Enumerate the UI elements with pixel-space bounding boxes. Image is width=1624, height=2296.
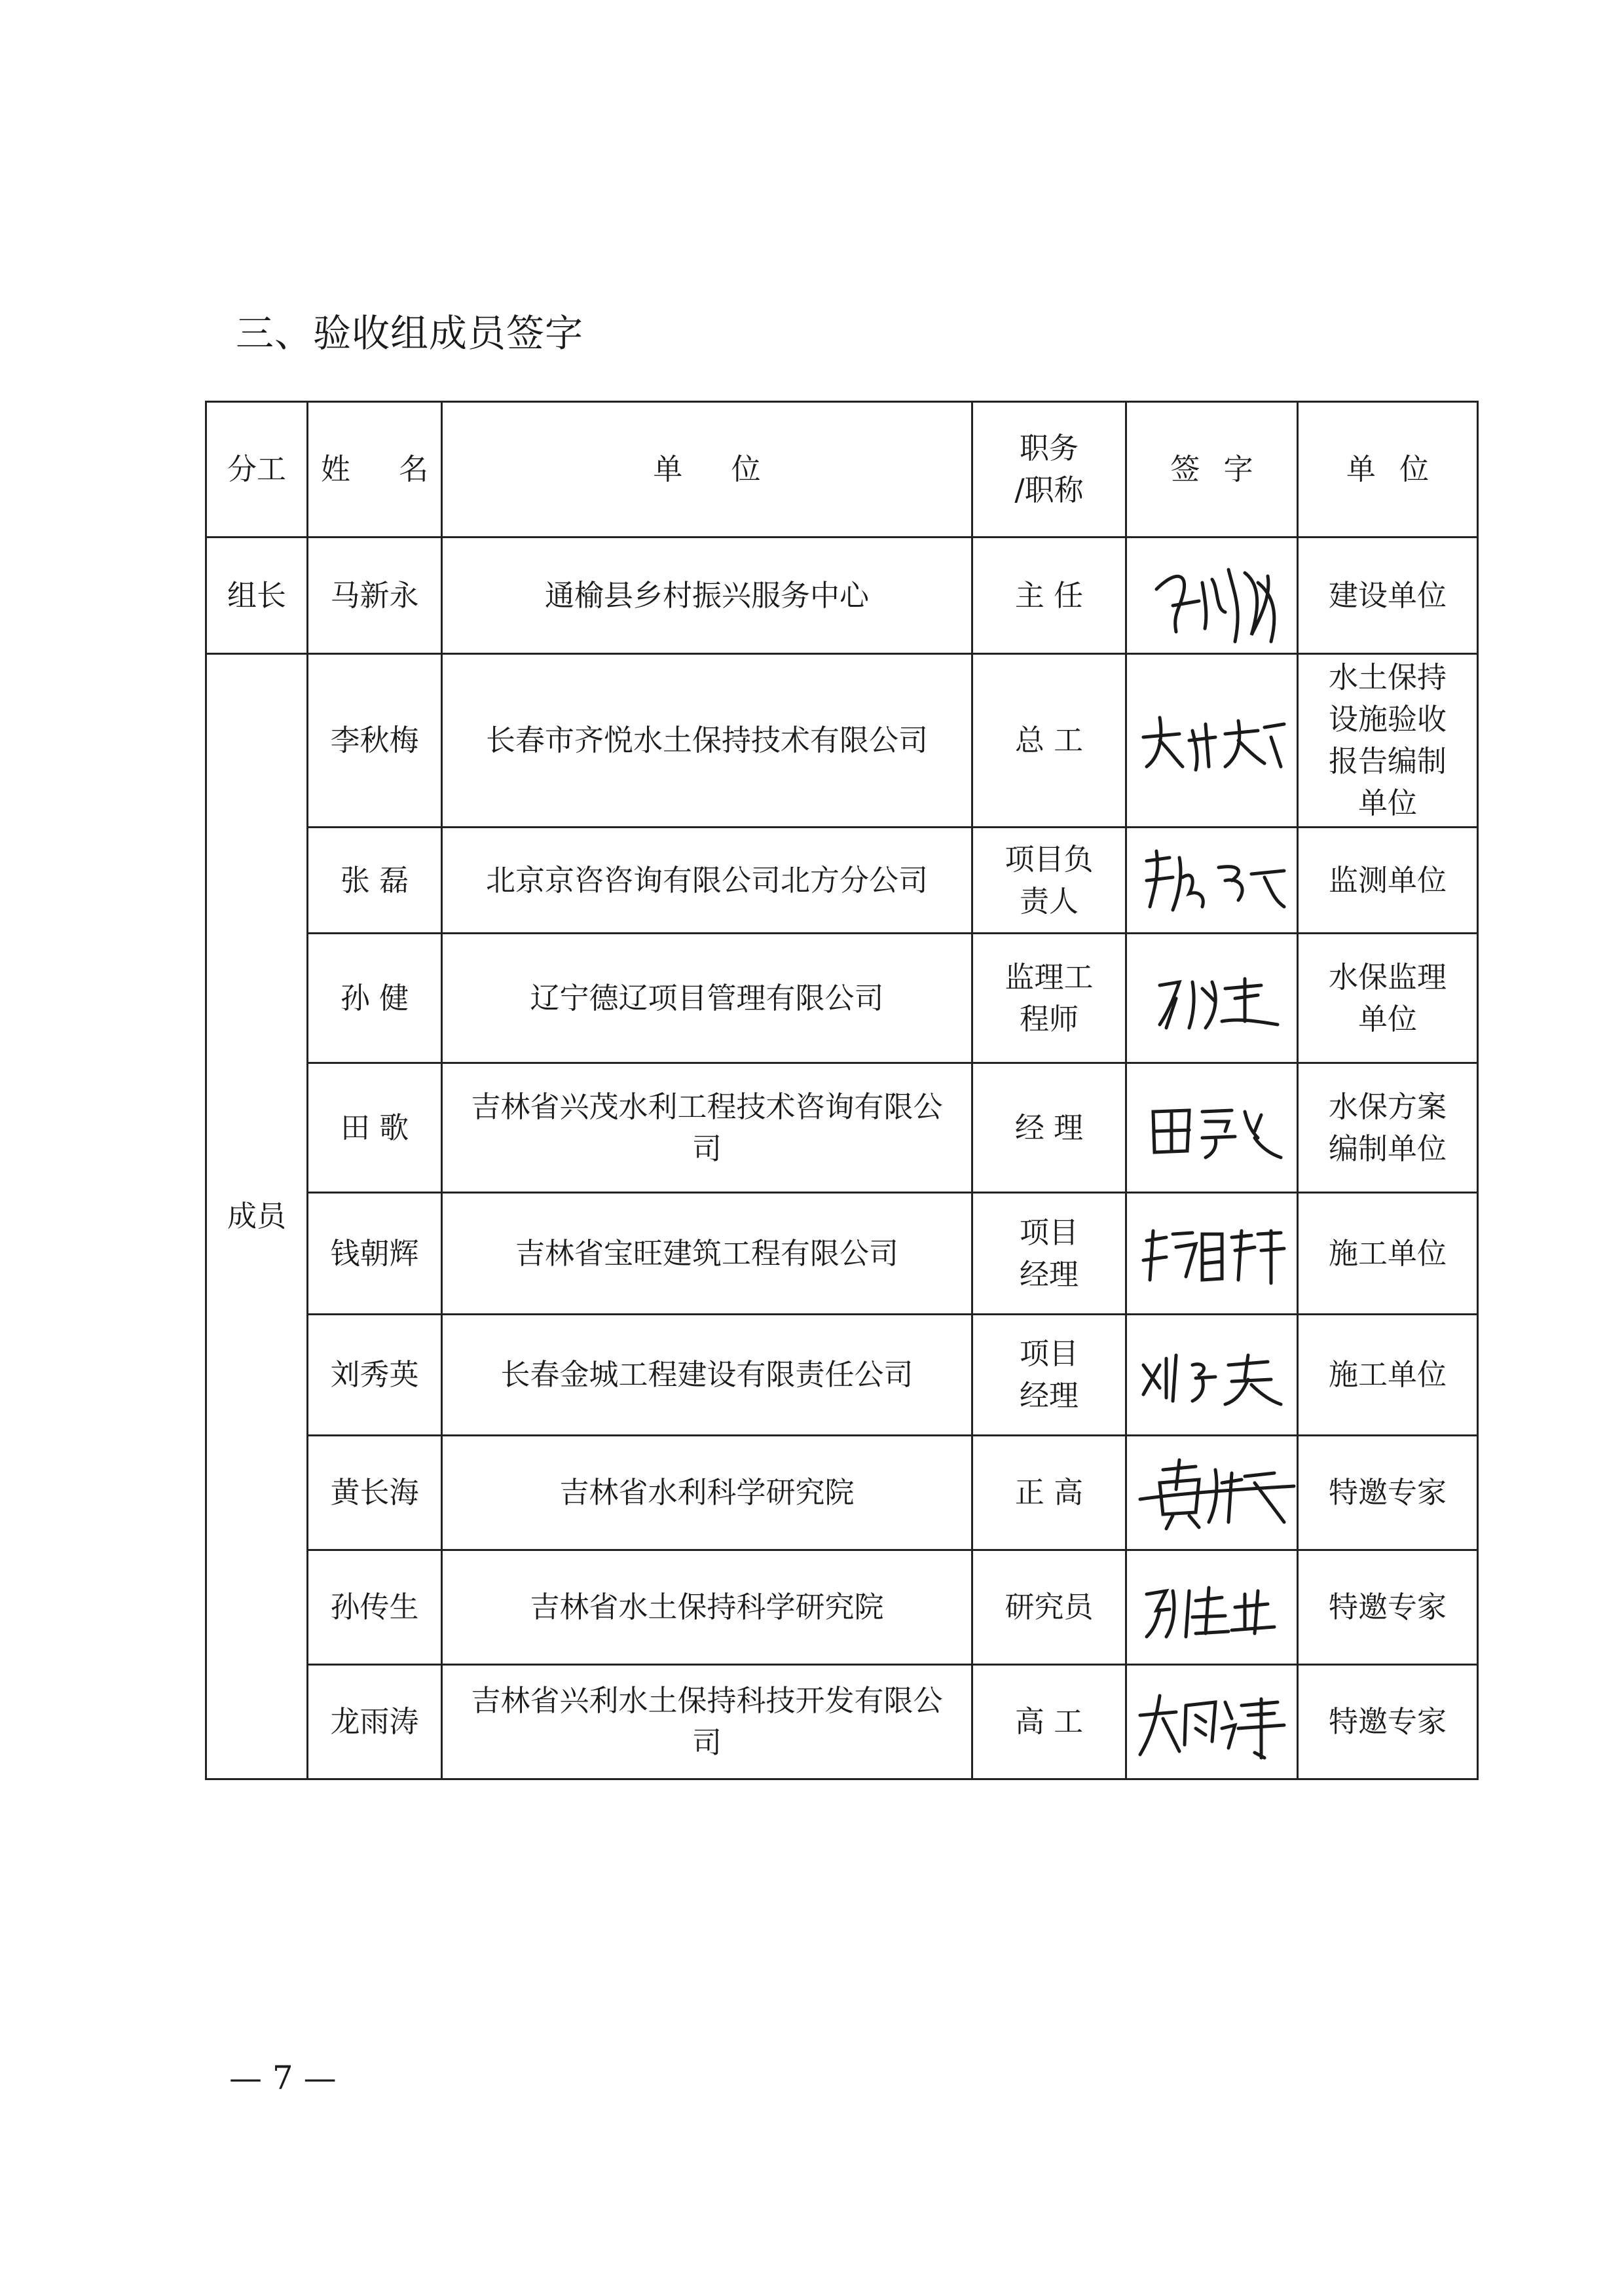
leader-unit: 通榆县乡村振兴服务中心 xyxy=(442,538,972,654)
member-signature xyxy=(1126,1063,1298,1193)
handwritten-signature xyxy=(1134,841,1291,920)
member-role: 水土保持设施验收报告编制单位 xyxy=(1298,654,1478,828)
member-role: 特邀专家 xyxy=(1298,1550,1478,1665)
member-position: 研究员 xyxy=(972,1550,1126,1665)
member-signature xyxy=(1126,934,1298,1063)
handwritten-signature xyxy=(1137,1571,1287,1643)
member-name: 刘秀英 xyxy=(308,1315,442,1436)
member-name: 张 磊 xyxy=(308,828,442,934)
member-name: 黄长海 xyxy=(308,1436,442,1550)
member-role: 监测单位 xyxy=(1298,828,1478,934)
member-unit: 吉林省宝旺建筑工程有限公司 xyxy=(442,1193,972,1315)
header-position: 职务 /职称 xyxy=(972,402,1126,538)
member-position: 经 理 xyxy=(972,1063,1126,1193)
member-row xyxy=(206,1315,1478,1436)
member-signature xyxy=(1126,1665,1298,1779)
leader-signature xyxy=(1126,538,1298,654)
header-name: 姓 名 xyxy=(308,402,442,538)
header-signature: 签 字 xyxy=(1126,402,1298,538)
member-unit: 吉林省兴利水土保持科技开发有限公司 xyxy=(442,1665,972,1779)
member-name: 钱朝辉 xyxy=(308,1193,442,1315)
member-row xyxy=(206,1193,1478,1315)
member-unit: 北京京咨咨询有限公司北方分公司 xyxy=(442,828,972,934)
member-role: 水保监理单位 xyxy=(1298,934,1478,1063)
member-row xyxy=(206,1063,1478,1193)
member-position: 项目经理 xyxy=(972,1315,1126,1436)
member-position: 正 高 xyxy=(972,1436,1126,1550)
member-name: 田 歌 xyxy=(308,1063,442,1193)
handwritten-signature xyxy=(1134,1679,1291,1764)
member-name: 龙雨涛 xyxy=(308,1665,442,1779)
member-position: 总 工 xyxy=(972,654,1126,828)
member-position: 高 工 xyxy=(972,1665,1126,1779)
handwritten-signature xyxy=(1134,704,1291,776)
member-signature xyxy=(1126,1315,1298,1436)
handwritten-signature xyxy=(1137,1339,1287,1411)
header-unit: 单 位 xyxy=(442,402,972,538)
member-name: 李秋梅 xyxy=(308,654,442,828)
member-row xyxy=(206,828,1478,934)
member-role: 水保方案编制单位 xyxy=(1298,1063,1478,1193)
handwritten-signature xyxy=(1140,962,1284,1034)
leader-role: 建设单位 xyxy=(1298,538,1478,654)
member-role: 施工单位 xyxy=(1298,1315,1478,1436)
handwritten-signature xyxy=(1134,1450,1297,1535)
member-unit: 长春金城工程建设有限责任公司 xyxy=(442,1315,972,1436)
member-signature xyxy=(1126,1193,1298,1315)
member-role: 特邀专家 xyxy=(1298,1436,1478,1550)
member-row xyxy=(206,1436,1478,1550)
member-position: 项目负责人 xyxy=(972,828,1126,934)
member-name: 孙传生 xyxy=(308,1550,442,1665)
member-unit: 吉林省水利科学研究院 xyxy=(442,1436,972,1550)
member-row xyxy=(206,934,1478,1063)
members-division: 成员 xyxy=(206,654,308,1779)
member-unit: 吉林省兴茂水利工程技术咨询有限公司 xyxy=(442,1063,972,1193)
member-position: 项目经理 xyxy=(972,1193,1126,1315)
leader-row xyxy=(206,538,1478,654)
page-number: — 7 — xyxy=(229,2059,337,2097)
member-signature xyxy=(1126,654,1298,828)
handwritten-signature xyxy=(1140,1092,1284,1164)
signature-table xyxy=(205,401,1479,1780)
leader-name: 马新永 xyxy=(308,538,442,654)
member-role: 特邀专家 xyxy=(1298,1665,1478,1779)
header-role: 单 位 xyxy=(1298,402,1478,538)
section-title: 三、验收组成员签字 xyxy=(236,311,584,355)
handwritten-signature xyxy=(1137,1214,1287,1293)
handwritten-signature xyxy=(1137,543,1287,648)
member-role: 施工单位 xyxy=(1298,1193,1478,1315)
leader-position: 主 任 xyxy=(972,538,1126,654)
header-division: 分工 xyxy=(206,402,308,538)
member-position: 监理工程师 xyxy=(972,934,1126,1063)
member-row xyxy=(206,1550,1478,1665)
table-header-row xyxy=(206,402,1478,538)
member-signature xyxy=(1126,1436,1298,1550)
member-unit: 吉林省水土保持科学研究院 xyxy=(442,1550,972,1665)
member-row xyxy=(206,654,1478,828)
member-unit: 长春市齐悦水土保持技术有限公司 xyxy=(442,654,972,828)
member-row xyxy=(206,1665,1478,1779)
member-signature xyxy=(1126,828,1298,934)
member-signature xyxy=(1126,1550,1298,1665)
member-unit: 辽宁德辽项目管理有限公司 xyxy=(442,934,972,1063)
leader-division: 组长 xyxy=(206,538,308,654)
member-name: 孙 健 xyxy=(308,934,442,1063)
